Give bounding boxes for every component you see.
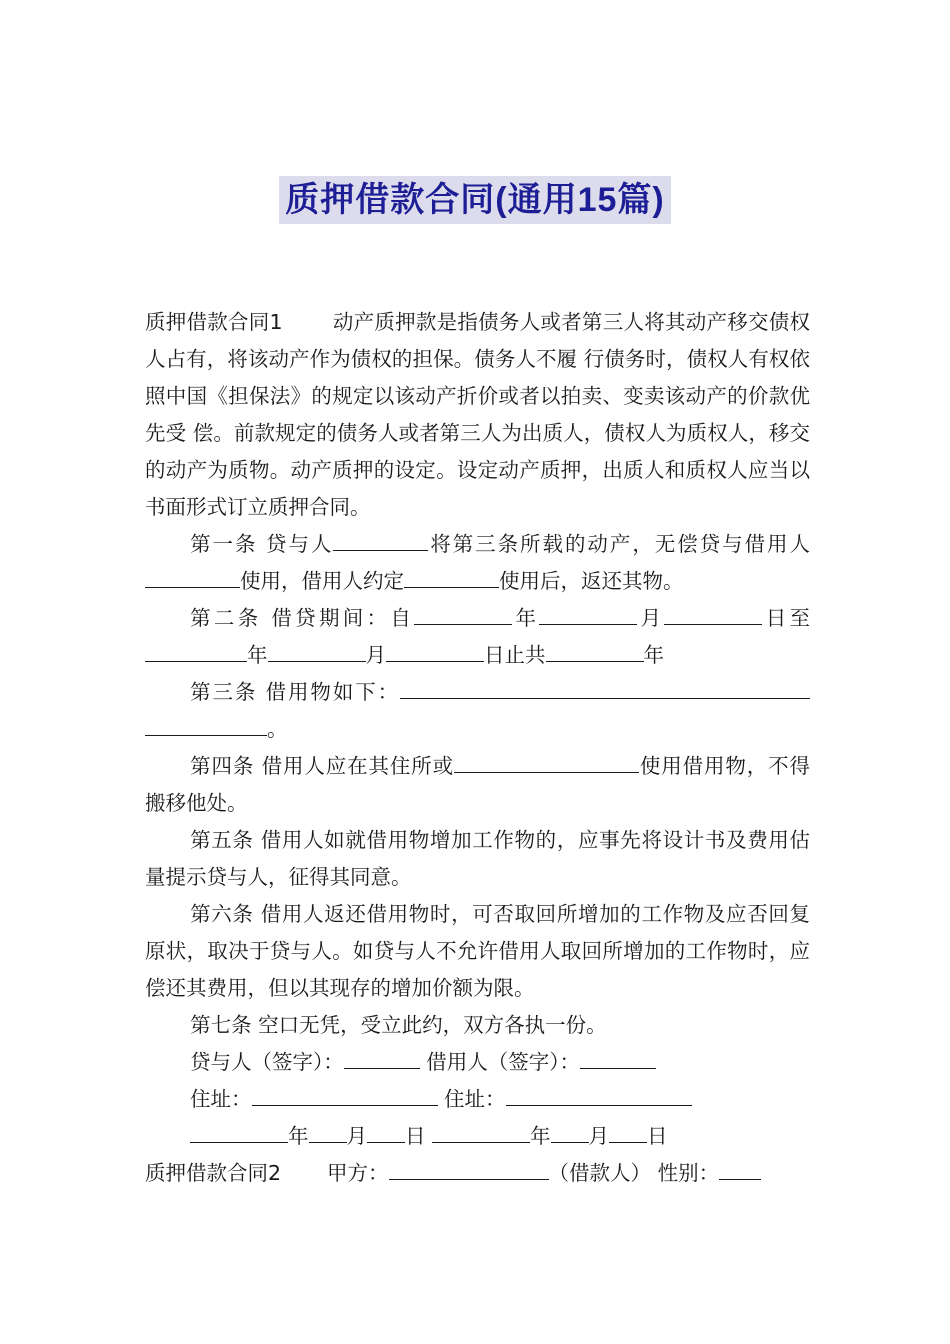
year-label: 年 bbox=[247, 643, 268, 667]
borrower-address-label: 住址： bbox=[444, 1087, 506, 1111]
blank-borrower-sign bbox=[580, 1046, 656, 1069]
blank-borrower-address bbox=[506, 1083, 692, 1106]
day-to-label: 日至 bbox=[762, 606, 810, 630]
article-1 bbox=[145, 526, 810, 600]
blank-borrower bbox=[145, 565, 240, 588]
month-label: 月 bbox=[365, 643, 386, 667]
lender-sign-label: 贷与人（签字）： bbox=[190, 1050, 344, 1074]
article-2-text-a: 第二条 借贷期间：自 bbox=[190, 606, 415, 630]
day-label: 日 bbox=[405, 1124, 426, 1148]
document-body bbox=[145, 304, 810, 1192]
article-2 bbox=[145, 600, 810, 674]
blank-lender-address bbox=[252, 1083, 438, 1106]
article-6: 第六条 借用人返还借用物时，可否取回所增加的工作物及应否回复原状，取决于贷与人。如贷与人不允许借用人取回所增加的工作物时，应偿还其费用，但以其现存的增加价额为限。 bbox=[145, 902, 810, 1000]
year-label: 年 bbox=[288, 1124, 309, 1148]
article-1-text-c: 使用，借用人约定 bbox=[240, 569, 404, 593]
article-4 bbox=[145, 748, 810, 822]
article-3-text: 第三条 借用物如下： bbox=[190, 680, 400, 704]
blank-items-cont bbox=[145, 713, 267, 736]
month-label: 月 bbox=[346, 1124, 367, 1148]
period-mark: 。 bbox=[267, 717, 288, 741]
article-4-text-a: 第四条 借用人应在其住所或 bbox=[190, 754, 454, 778]
address-line bbox=[145, 1081, 810, 1118]
year-label: 年 bbox=[512, 606, 540, 630]
day-label: 日 bbox=[647, 1124, 668, 1148]
contract-1-heading: 质押借款合同1 bbox=[145, 310, 283, 334]
day-end-label: 日止共 bbox=[484, 643, 546, 667]
date-line bbox=[145, 1118, 810, 1155]
signature-line bbox=[145, 1044, 810, 1081]
blank-sign-month-2 bbox=[551, 1120, 589, 1143]
article-4-text-b: 使用借用物，不得搬移他处。 bbox=[145, 754, 811, 815]
blank-end-month bbox=[268, 639, 366, 662]
blank-lender-sign bbox=[344, 1046, 420, 1069]
contract-1-intro bbox=[145, 304, 810, 526]
blank-end-year bbox=[145, 639, 247, 662]
blank-location bbox=[454, 750, 639, 773]
article-5: 第五条 借用人如就借用物增加工作物的，应事先将设计书及费用估量提示贷与人，征得其同意。 bbox=[145, 828, 810, 889]
intro-text: 动产质押款是指债务人或者第三人将其动产移交债权人占有，将该动产作为债权的担保。债务人不履 行债务时，债权人有权依照中国《担保法》的规定以该动产折价或者以拍卖、变卖该动产的价款优先受 偿。前款规定的债务人或者第三人为出质人，债权人为质权人，移交的动产为质物。动产质押的设定。设定动产质押，出质人和质权人应当以书面形式订立质押合同。 bbox=[145, 310, 811, 519]
blank-gender bbox=[719, 1157, 761, 1180]
month-label: 月 bbox=[588, 1124, 610, 1148]
blank-lender bbox=[333, 528, 428, 551]
article-7: 第七条 空口无凭，受立此约，双方各执一份。 bbox=[190, 1013, 607, 1037]
year-label: 年 bbox=[530, 1124, 551, 1148]
title-wrap bbox=[0, 176, 950, 224]
borrower-sign-label: 借用人（签字）： bbox=[426, 1050, 581, 1074]
article-1-text-d: 使用后，返还其物。 bbox=[499, 569, 684, 593]
borrower-tag: （借款人） 性别： bbox=[548, 1161, 720, 1185]
blank-end-day bbox=[386, 639, 484, 662]
lender-address-label: 住址： bbox=[190, 1087, 252, 1111]
year-label: 年 bbox=[643, 643, 664, 667]
article-3 bbox=[145, 674, 810, 748]
blank-total-years bbox=[546, 639, 644, 662]
blank-start-year bbox=[414, 602, 512, 625]
contract-2-heading: 质押借款合同2 bbox=[145, 1161, 282, 1185]
blank-start-month bbox=[539, 602, 637, 625]
blank-items bbox=[400, 676, 810, 699]
blank-sign-day-2 bbox=[609, 1120, 647, 1143]
article-1-text-a: 第一条 贷与人 bbox=[190, 532, 334, 556]
blank-sign-month-1 bbox=[309, 1120, 347, 1143]
document-title: 质押借款合同(通用15篇) bbox=[279, 176, 670, 224]
blank-sign-day-1 bbox=[367, 1120, 405, 1143]
blank-sign-year-1 bbox=[190, 1120, 288, 1143]
blank-start-day bbox=[664, 602, 762, 625]
blank-sign-year-2 bbox=[432, 1120, 530, 1143]
article-1-text-b: 将第三条所载的动产，无偿贷与借用人 bbox=[428, 532, 810, 556]
month-label: 月 bbox=[637, 606, 665, 630]
contract-2-intro bbox=[145, 1155, 810, 1192]
blank-party-a bbox=[389, 1157, 549, 1180]
party-a-label: 甲方： bbox=[327, 1161, 389, 1185]
blank-usage bbox=[404, 565, 499, 588]
